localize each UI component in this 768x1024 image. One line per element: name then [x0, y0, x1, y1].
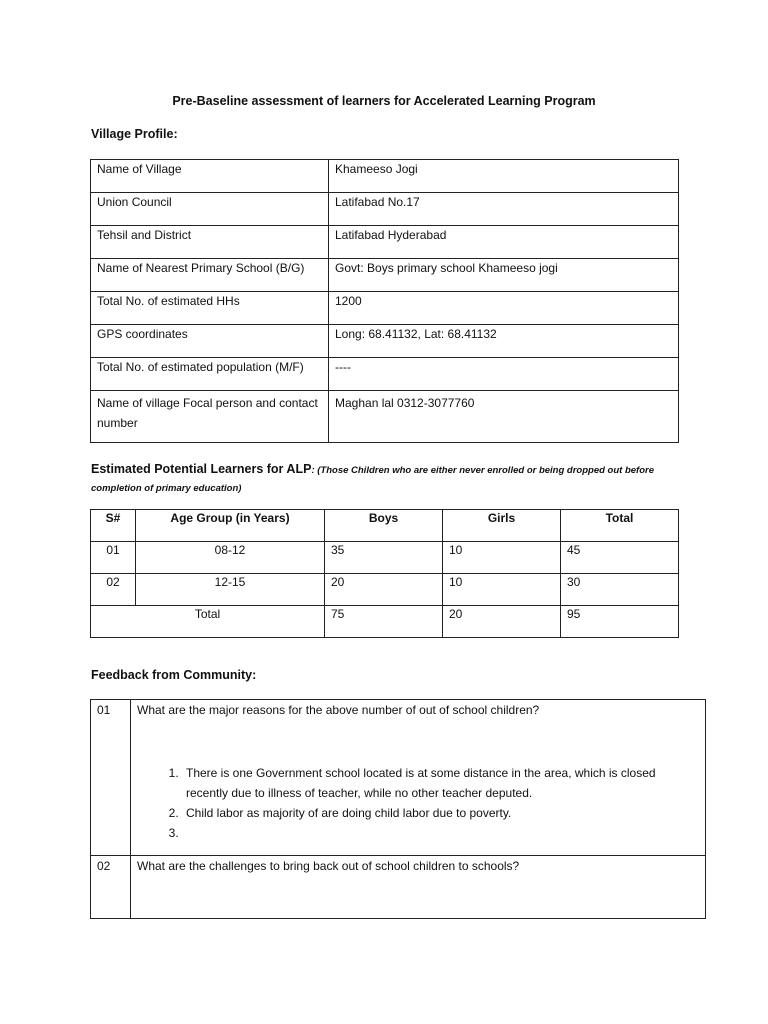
- total-cell: 45: [561, 542, 679, 574]
- table-row: [91, 358, 679, 391]
- answer-list: [137, 763, 699, 843]
- question-number: 02: [91, 856, 131, 919]
- table-row: [91, 325, 679, 358]
- column-header: Girls: [443, 510, 561, 542]
- table-row: [91, 574, 679, 606]
- table-row: [91, 259, 679, 292]
- table-row: [91, 193, 679, 226]
- column-header: Boys: [325, 510, 443, 542]
- column-header: Age Group (in Years): [136, 510, 325, 542]
- table-row: [91, 700, 706, 856]
- field-name: Union Council: [91, 193, 329, 226]
- girls-total-cell: 20: [443, 606, 561, 638]
- field-name: Name of Nearest Primary School (B/G): [91, 259, 329, 292]
- question-cell: [131, 700, 706, 856]
- table-row: [91, 226, 679, 259]
- table-row: [91, 160, 679, 193]
- age-group-cell: 12-15: [136, 574, 325, 606]
- question-cell: [131, 856, 706, 919]
- column-header: S#: [91, 510, 136, 542]
- field-name: Name of village Focal person and contact number: [91, 391, 329, 443]
- total-cell: 30: [561, 574, 679, 606]
- question-number: 01: [91, 700, 131, 856]
- field-value: 1200: [329, 292, 679, 325]
- field-value: Govt: Boys primary school Khameeso jogi: [329, 259, 679, 292]
- field-value: Latifabad No.17: [329, 193, 679, 226]
- table-row: [91, 391, 679, 443]
- boys-cell: 35: [325, 542, 443, 574]
- answer-item: [182, 823, 699, 843]
- question-text: What are the major reasons for the above number of out of school children?: [137, 703, 540, 717]
- field-name: Tehsil and District: [91, 226, 329, 259]
- answer-item: 1. There is one Government school located is at some distance in the area, which is closed recently due to illness of teacher, while no other teacher deputed.: [182, 763, 699, 803]
- age-group-cell: 08-12: [136, 542, 325, 574]
- serial-cell: 02: [91, 574, 136, 606]
- field-name: Total No. of estimated HHs: [91, 292, 329, 325]
- table-row: [91, 292, 679, 325]
- total-label-cell: Total: [91, 606, 325, 638]
- serial-cell: 01: [91, 542, 136, 574]
- feedback-label: Feedback from Community:: [91, 668, 257, 682]
- column-header: Total: [561, 510, 679, 542]
- field-value: Latifabad Hyderabad: [329, 226, 679, 259]
- learners-table: [90, 509, 679, 638]
- learners-heading-title: Estimated Potential Learners for ALP: [91, 462, 312, 476]
- village-profile-label: Village Profile:: [91, 127, 178, 141]
- girls-cell: 10: [443, 542, 561, 574]
- boys-total-cell: 75: [325, 606, 443, 638]
- learners-heading-note: : (Those Children who are either never enrolled or being dropped out before completion of primary education): [91, 465, 655, 494]
- field-value: Khameeso Jogi: [329, 160, 679, 193]
- field-name: Name of Village: [91, 160, 329, 193]
- table-row: [91, 856, 706, 919]
- page-title: Pre-Baseline assessment of learners for Accelerated Learning Program: [172, 94, 596, 108]
- table-row: [91, 542, 679, 574]
- grand-total-cell: 95: [561, 606, 679, 638]
- boys-cell: 20: [325, 574, 443, 606]
- field-name: Total No. of estimated population (M/F): [91, 358, 329, 391]
- village-profile-table: [90, 159, 679, 443]
- table-total-row: [91, 606, 679, 638]
- answer-item: 2. Child labor as majority of are doing child labor due to poverty.: [182, 803, 699, 823]
- girls-cell: 10: [443, 574, 561, 606]
- field-value: Long: 68.41132, Lat: 68.41132: [329, 325, 679, 358]
- feedback-table: [90, 699, 706, 919]
- field-value: Maghan lal 0312-3077760: [329, 391, 679, 443]
- field-value: ----: [329, 358, 679, 391]
- field-name: GPS coordinates: [91, 325, 329, 358]
- learners-heading: [91, 461, 691, 497]
- table-header-row: [91, 510, 679, 542]
- question-text: What are the challenges to bring back out of school children to schools?: [137, 859, 520, 873]
